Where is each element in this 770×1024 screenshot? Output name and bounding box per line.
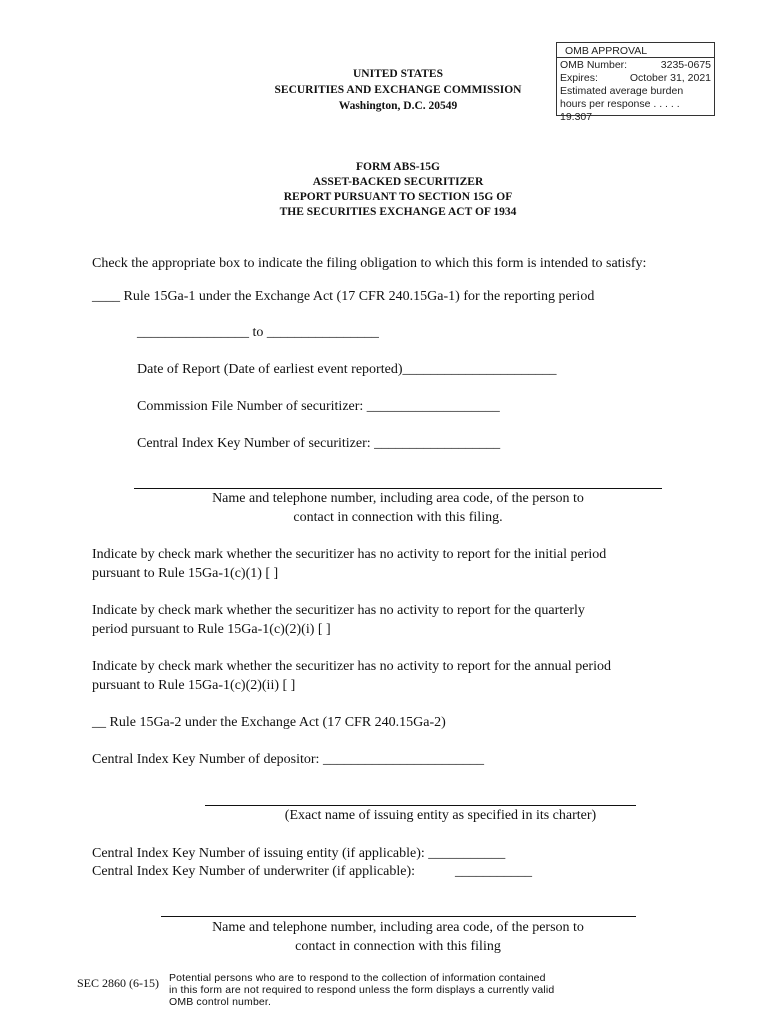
omb-number-value: 3235-0675 [660,59,711,71]
form-title-line-1: FORM ABS-15G [355,161,440,173]
initial-period-check[interactable] [92,545,692,583]
contact-caption-1-line-1: Name and telephone number, including area code, of the person to [212,491,584,506]
annual-period-check[interactable] [92,657,692,695]
date-of-report-field[interactable]: Date of Report (Date of earliest event reported)______________________ [137,362,557,377]
quarterly-period-check[interactable] [92,601,692,639]
initial-period-line-1: Indicate by check mark whether the securitizer has no activity to report for the initial period [92,547,607,562]
paperwork-notice-line-1: Potential persons who are to respond to the collection of information contained [169,972,546,984]
paperwork-notice [169,972,599,1008]
form-code: SEC 2860 (6-15) [77,976,159,990]
agency-header [240,66,556,114]
cik-underwriter-field[interactable]: ___________ [455,864,532,879]
form-title [200,160,596,220]
omb-burden-line1: Estimated average burden [560,85,684,97]
issuing-entity-caption: (Exact name of issuing entity as specified in its charter) [284,808,597,823]
omb-number-row [560,59,711,72]
initial-period-line-2: pursuant to Rule 15Ga-1(c)(1) [ ] [92,566,279,581]
paperwork-notice-line-2: in this form are not required to respond unless the form displays a currently valid [169,984,555,996]
instructions: Check the appropriate box to indicate the filing obligation to which this form is intended to satisfy: [92,256,647,271]
omb-expires-value: October 31, 2021 [629,72,711,84]
contact-caption-2-line-1: Name and telephone number, including area code, of the person to [212,920,584,935]
agency-line-3: Washington, D.C. 20549 [338,100,458,112]
cik-underwriter-label: Central Index Key Number of underwriter (if applicable): [92,864,416,879]
cik-issuing-entity-field[interactable]: Central Index Key Number of issuing entity (if applicable): ___________ [92,846,506,861]
form-title-line-4: THE SECURITIES EXCHANGE ACT OF 1934 [279,206,517,218]
rule-15ga2-line[interactable]: __ Rule 15Ga-2 under the Exchange Act (17 CFR 240.15Ga-2) [92,715,446,730]
rule-15ga1-line[interactable]: ____ Rule 15Ga-1 under the Exchange Act (17 CFR 240.15Ga-1) for the reporting period [92,289,595,304]
omb-approval-box [556,42,715,123]
form-title-line-3: REPORT PURSUANT TO SECTION 15G OF [283,191,513,203]
form-title-line-2: ASSET-BACKED SECURITIZER [312,176,484,188]
cik-depositor-field[interactable]: Central Index Key Number of depositor: _______________________ [92,752,484,767]
contact-caption-1-line-2: contact in connection with this filing. [293,510,503,525]
contact-signature-line-2[interactable] [161,916,636,917]
contact-caption-2 [134,918,662,956]
quarterly-period-line-1: Indicate by check mark whether the securitizer has no activity to report for the quarterly [92,603,585,618]
reporting-period-field[interactable]: ________________ to ________________ [137,325,379,340]
agency-line-2: SECURITIES AND EXCHANGE COMMISSION [274,84,522,96]
omb-approval-title: OMB APPROVAL [557,43,714,58]
annual-period-line-2: pursuant to Rule 15Ga-1(c)(2)(ii) [ ] [92,678,296,693]
annual-period-line-1: Indicate by check mark whether the securitizer has no activity to report for the annual period [92,659,611,674]
commission-file-number-field[interactable]: Commission File Number of securitizer: ___________________ [137,399,500,414]
contact-caption-2-line-2: contact in connection with this filing [295,939,501,954]
agency-line-1: UNITED STATES [352,68,443,80]
contact-caption-1 [134,489,662,527]
omb-burden-line2: hours per response . . . . . 19.307 [560,98,680,123]
paperwork-notice-line-3: OMB control number. [169,996,272,1008]
omb-number-label: OMB Number: [560,59,628,71]
omb-expires-row [560,72,711,85]
quarterly-period-line-2: period pursuant to Rule 15Ga-1(c)(2)(i) [ ] [92,622,331,637]
omb-expires-label: Expires: [560,72,598,84]
cik-securitizer-field[interactable]: Central Index Key Number of securitizer: __________________ [137,436,501,451]
